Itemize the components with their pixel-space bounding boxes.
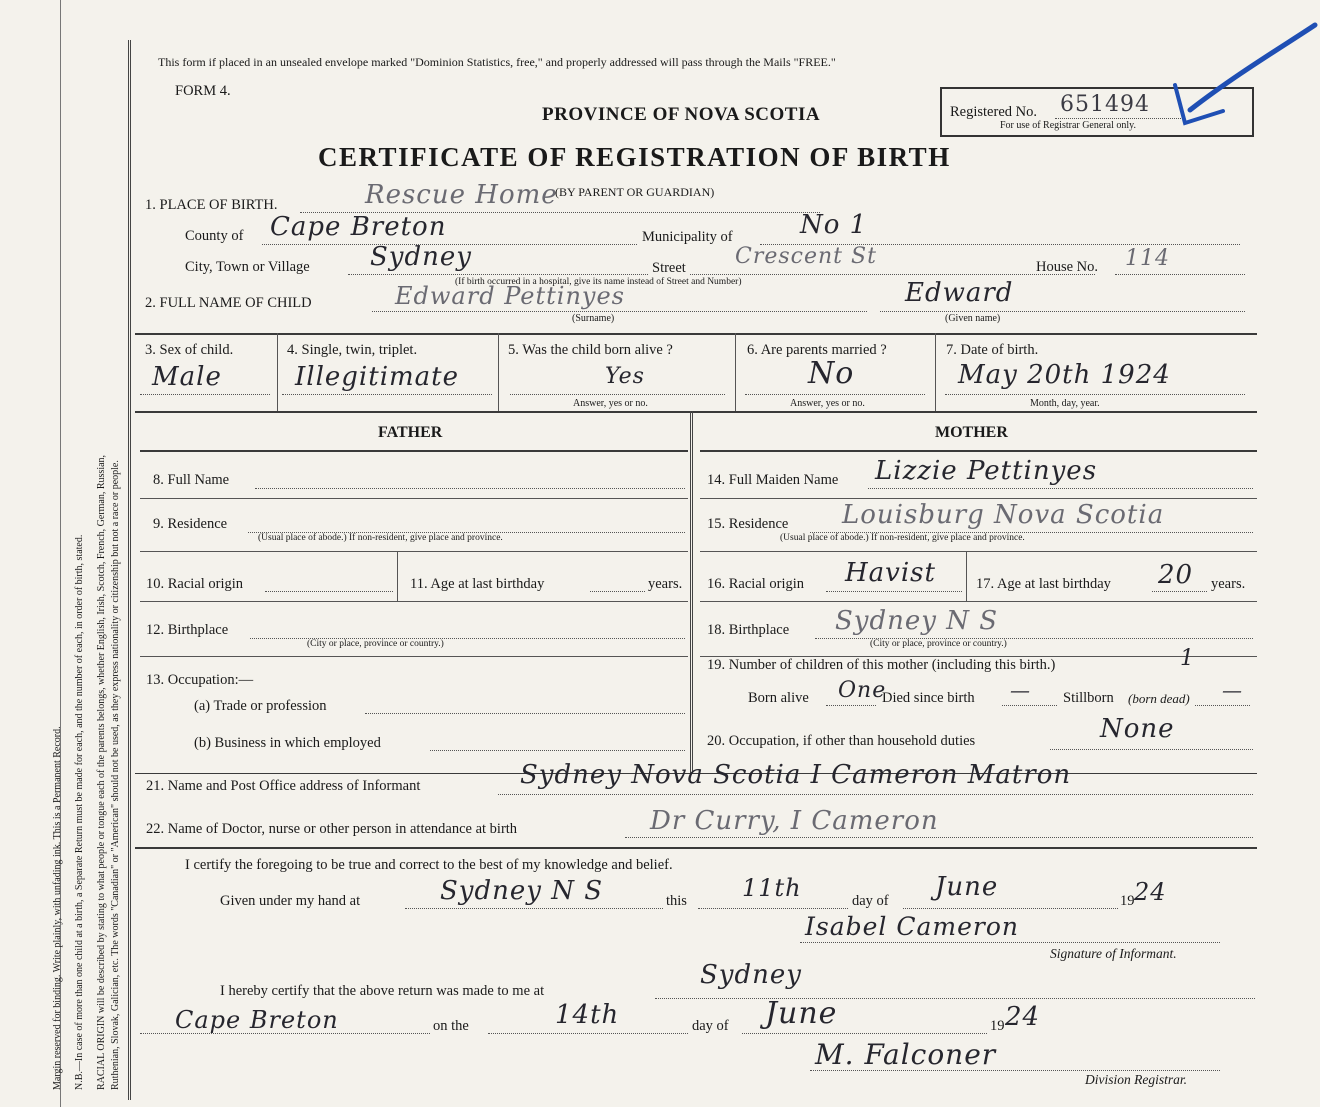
- street-label: Street: [652, 260, 686, 276]
- father-trade-label: (a) Trade or profession: [194, 698, 327, 714]
- registrar-county-value: Cape Breton: [175, 1006, 339, 1034]
- registrar-day-dotline: [488, 1033, 688, 1034]
- married-dotline: [745, 394, 925, 395]
- single-label: 4. Single, twin, triplet.: [287, 342, 418, 358]
- mother-rule-2: [700, 551, 1257, 552]
- form-number: FORM 4.: [175, 83, 231, 99]
- dob-label: 7. Date of birth.: [946, 342, 1039, 358]
- single-value: Illegitimate: [295, 362, 460, 392]
- given-month-dotline: [903, 908, 1118, 909]
- registrar-month-value: June: [765, 996, 838, 1031]
- mother-residence-label: 15. Residence: [707, 516, 789, 532]
- married-value: No: [808, 356, 855, 391]
- father-birthplace-label: 12. Birthplace: [146, 622, 229, 638]
- registrar-place-value: Sydney: [700, 960, 802, 990]
- registrar-year-prefix: 19: [990, 1018, 1005, 1034]
- mother-birthplace-label: 18. Birthplace: [707, 622, 790, 638]
- mother-racial-label: 16. Racial origin: [707, 576, 805, 592]
- mother-residence-value: Louisburg Nova Scotia: [842, 500, 1165, 530]
- divider-parents-top: [135, 411, 1257, 413]
- mother-age-label: 17. Age at last birthday: [976, 576, 1111, 592]
- father-heading-rule: [140, 450, 688, 452]
- mother-racial-dotline: [826, 591, 962, 592]
- on-the-label: on the: [433, 1018, 469, 1034]
- registrar-signature-dotline: [810, 1070, 1220, 1071]
- mother-racial-divider: [966, 551, 967, 601]
- by-parent-note: (BY PARENT OR GUARDIAN): [555, 185, 715, 199]
- informant-signature-caption: Signature of Informant.: [1050, 946, 1177, 961]
- father-rule-4: [140, 656, 688, 657]
- alive-dotline: [510, 394, 725, 395]
- pen-check-icon: [1165, 15, 1320, 135]
- stillborn-note: (born dead): [1128, 691, 1190, 706]
- registrar-day-of-label: day of: [692, 1018, 729, 1034]
- mother-children-label: 19. Number of children of this mother (including this birth.): [707, 657, 1056, 673]
- father-residence-label: 9. Residence: [153, 516, 228, 532]
- given-day-value: 11th: [742, 874, 802, 902]
- single-dotline: [282, 394, 492, 395]
- mother-maiden-label: 14. Full Maiden Name: [707, 472, 839, 488]
- municipality-label: Municipality of: [642, 229, 733, 245]
- informant-signature: Isabel Cameron: [805, 912, 1019, 941]
- born-alive-value: One: [838, 678, 887, 703]
- mother-occupation-value: None: [1100, 714, 1175, 744]
- registered-label: Registered No.: [950, 104, 1037, 120]
- stillborn-label: Stillborn: [1063, 690, 1114, 706]
- registrar-note: For use of Registrar General only.: [1000, 120, 1136, 131]
- mother-rule-1: [700, 498, 1257, 499]
- margin-note-2: N.B.—In case of more than one child at a birth, a Separate Return must be made for each, and the number of each, in order of birth, stated.: [74, 534, 85, 1090]
- alive-label: 5. Was the child born alive ?: [508, 342, 673, 358]
- margin-note-4: Ruthenian, Slovak, Galician, etc. The words "Canadian" or "American" should not be used, as they express nationality or citizenship but not a race or people.: [110, 460, 121, 1090]
- province-heading: PROVINCE OF NOVA SCOTIA: [542, 104, 821, 125]
- registrar-day-value: 14th: [555, 1000, 620, 1030]
- city-dotline: [348, 274, 648, 275]
- mother-heading-rule: [700, 450, 1257, 452]
- registrar-county-dotline: [140, 1033, 430, 1034]
- mail-notice: This form if placed in an unsealed envelope marked "Dominion Statistics, free," and properly addressed will pass through the Mails "FREE.": [158, 55, 836, 69]
- surname-caption: (Surname): [572, 313, 615, 324]
- married-label: 6. Are parents married ?: [747, 342, 887, 358]
- died-dotline: [1002, 705, 1057, 706]
- registrar-caption: Division Registrar.: [1085, 1072, 1188, 1087]
- county-label: County of: [185, 228, 244, 244]
- child-name-label: 2. FULL NAME OF CHILD: [145, 295, 312, 311]
- registrar-statement: I hereby certify that the above return was made to me at: [220, 983, 545, 999]
- father-heading: FATHER: [378, 424, 443, 441]
- father-name-dotline: [255, 488, 685, 489]
- father-years: years.: [648, 576, 683, 592]
- dob-dotline: [945, 394, 1245, 395]
- house-dotline: [1115, 274, 1245, 275]
- stillborn-dotline: [1195, 705, 1250, 706]
- father-birthplace-note: (City or place, province or country.): [307, 639, 444, 649]
- mother-age-dotline: [1152, 591, 1207, 592]
- mother-maiden-value: Lizzie Pettinyes: [875, 456, 1098, 486]
- alive-caption: Answer, yes or no.: [573, 398, 648, 409]
- given-label: Given under my hand at: [220, 893, 361, 909]
- father-occupation-label: 13. Occupation:—: [146, 672, 254, 688]
- given-month-value: June: [935, 872, 999, 902]
- street-value: Crescent St: [735, 244, 877, 269]
- house-value: 114: [1125, 246, 1170, 271]
- house-label: House No.: [1036, 259, 1099, 275]
- given-day-dotline: [698, 908, 848, 909]
- father-age-dotline: [590, 591, 645, 592]
- mother-birthplace-note: (City or place, province or country.): [870, 639, 1007, 649]
- mother-heading: MOTHER: [935, 424, 1008, 441]
- margin-border: [128, 40, 131, 1100]
- sex-label: 3. Sex of child.: [145, 342, 234, 358]
- place-of-birth-label: 1. PLACE OF BIRTH.: [145, 197, 278, 213]
- margin-note-3: RACIAL ORIGIN will be described by stating to what people or tongue each of the parents belongs, whether English, Irish, Scotch, French, German, Russian,: [96, 454, 107, 1090]
- this-label: this: [666, 893, 687, 909]
- father-name-label: 8. Full Name: [153, 472, 230, 488]
- mother-maiden-dotline: [868, 488, 1253, 489]
- registrar-month-dotline: [742, 1033, 987, 1034]
- informant-dotline: [498, 794, 1253, 795]
- street-dotline: [690, 274, 1095, 275]
- city-value: Sydney: [370, 242, 472, 272]
- died-value: —: [1010, 678, 1031, 702]
- doctor-dotline: [625, 837, 1253, 838]
- certify-statement: I certify the foregoing to be true and correct to the best of my knowledge and belief.: [185, 857, 673, 873]
- registrar-year-value: 24: [1005, 1002, 1041, 1032]
- page-title: CERTIFICATE OF REGISTRATION OF BIRTH: [318, 142, 951, 172]
- father-residence-note: (Usual place of abode.) If non-resident, give place and province.: [258, 533, 503, 543]
- stillborn-value: —: [1222, 678, 1243, 702]
- child-surname-value: Edward Pettinyes: [395, 282, 625, 310]
- father-rule-3: [140, 601, 688, 602]
- mother-rule-3: [700, 601, 1257, 602]
- alive-value: Yes: [605, 364, 645, 389]
- margin-note-1: Margin reserved for binding. Write plainly, with unfading ink. This is a Permanent Record.: [52, 726, 63, 1090]
- doctor-value: Dr Curry, I Cameron: [650, 806, 939, 836]
- given-place-dotline: [405, 908, 663, 909]
- father-age-label: 11. Age at last birthday: [410, 576, 545, 592]
- given-dotline: [880, 311, 1245, 312]
- born-alive-dotline: [826, 705, 876, 706]
- sex-dotline: [140, 394, 270, 395]
- dob-caption: Month, day, year.: [1030, 398, 1100, 409]
- mother-years: years.: [1211, 576, 1246, 592]
- father-trade-dotline: [365, 713, 685, 714]
- father-racial-label: 10. Racial origin: [146, 576, 244, 592]
- sex-value: Male: [152, 362, 222, 392]
- given-place-value: Sydney N S: [440, 876, 604, 906]
- informant-label: 21. Name and Post Office address of Informant: [146, 778, 421, 794]
- father-business-dotline: [430, 750, 685, 751]
- hospital-note: (If birth occurred in a hospital, give its name instead of Street and Number): [455, 277, 742, 287]
- father-business-label: (b) Business in which employed: [194, 735, 381, 751]
- informant-signature-dotline: [800, 942, 1220, 943]
- city-label: City, Town or Village: [185, 259, 310, 275]
- mother-residence-note: (Usual place of abode.) If non-resident, give place and province.: [780, 533, 1025, 543]
- municipality-value: No 1: [800, 210, 868, 240]
- parents-divider: [690, 411, 693, 773]
- given-day-of-label: day of: [852, 893, 889, 909]
- divider-v4: [935, 333, 936, 411]
- divider-v3: [735, 333, 736, 411]
- father-racial-dotline: [265, 591, 393, 592]
- mother-racial-value: Havist: [845, 558, 936, 588]
- given-year-prefix: 19: [1120, 893, 1135, 909]
- given-year-value: 24: [1134, 878, 1167, 906]
- place-of-birth-value: Rescue Home: [365, 180, 558, 210]
- born-alive-label: Born alive: [748, 690, 809, 706]
- mother-occupation-dotline: [1050, 749, 1253, 750]
- married-caption: Answer, yes or no.: [790, 398, 865, 409]
- father-rule-2: [140, 551, 688, 552]
- mother-age-value: 20: [1158, 560, 1194, 590]
- father-racial-divider: [397, 551, 398, 601]
- surname-dotline: [372, 311, 867, 312]
- mother-birthplace-value: Sydney N S: [835, 606, 999, 636]
- divider-row3-top: [135, 333, 1257, 335]
- doctor-label: 22. Name of Doctor, nurse or other person in attendance at birth: [146, 821, 518, 837]
- died-label: Died since birth: [882, 690, 975, 706]
- registrar-place-dotline: [655, 998, 1255, 999]
- registered-number: 651494: [1060, 92, 1150, 117]
- registrar-signature: M. Falconer: [815, 1038, 997, 1071]
- mother-occupation-label: 20. Occupation, if other than household duties: [707, 733, 976, 749]
- county-value: Cape Breton: [270, 212, 447, 242]
- divider-certify: [135, 847, 1257, 849]
- mother-children-value: 1: [1180, 646, 1195, 671]
- dob-value: May 20th 1924: [958, 360, 1171, 390]
- informant-value: Sydney Nova Scotia I Cameron Matron: [520, 760, 1072, 790]
- child-given-value: Edward: [905, 278, 1014, 308]
- divider-v2: [498, 333, 499, 411]
- father-rule-1: [140, 498, 688, 499]
- given-caption: (Given name): [945, 313, 1001, 324]
- divider-v1: [277, 333, 278, 411]
